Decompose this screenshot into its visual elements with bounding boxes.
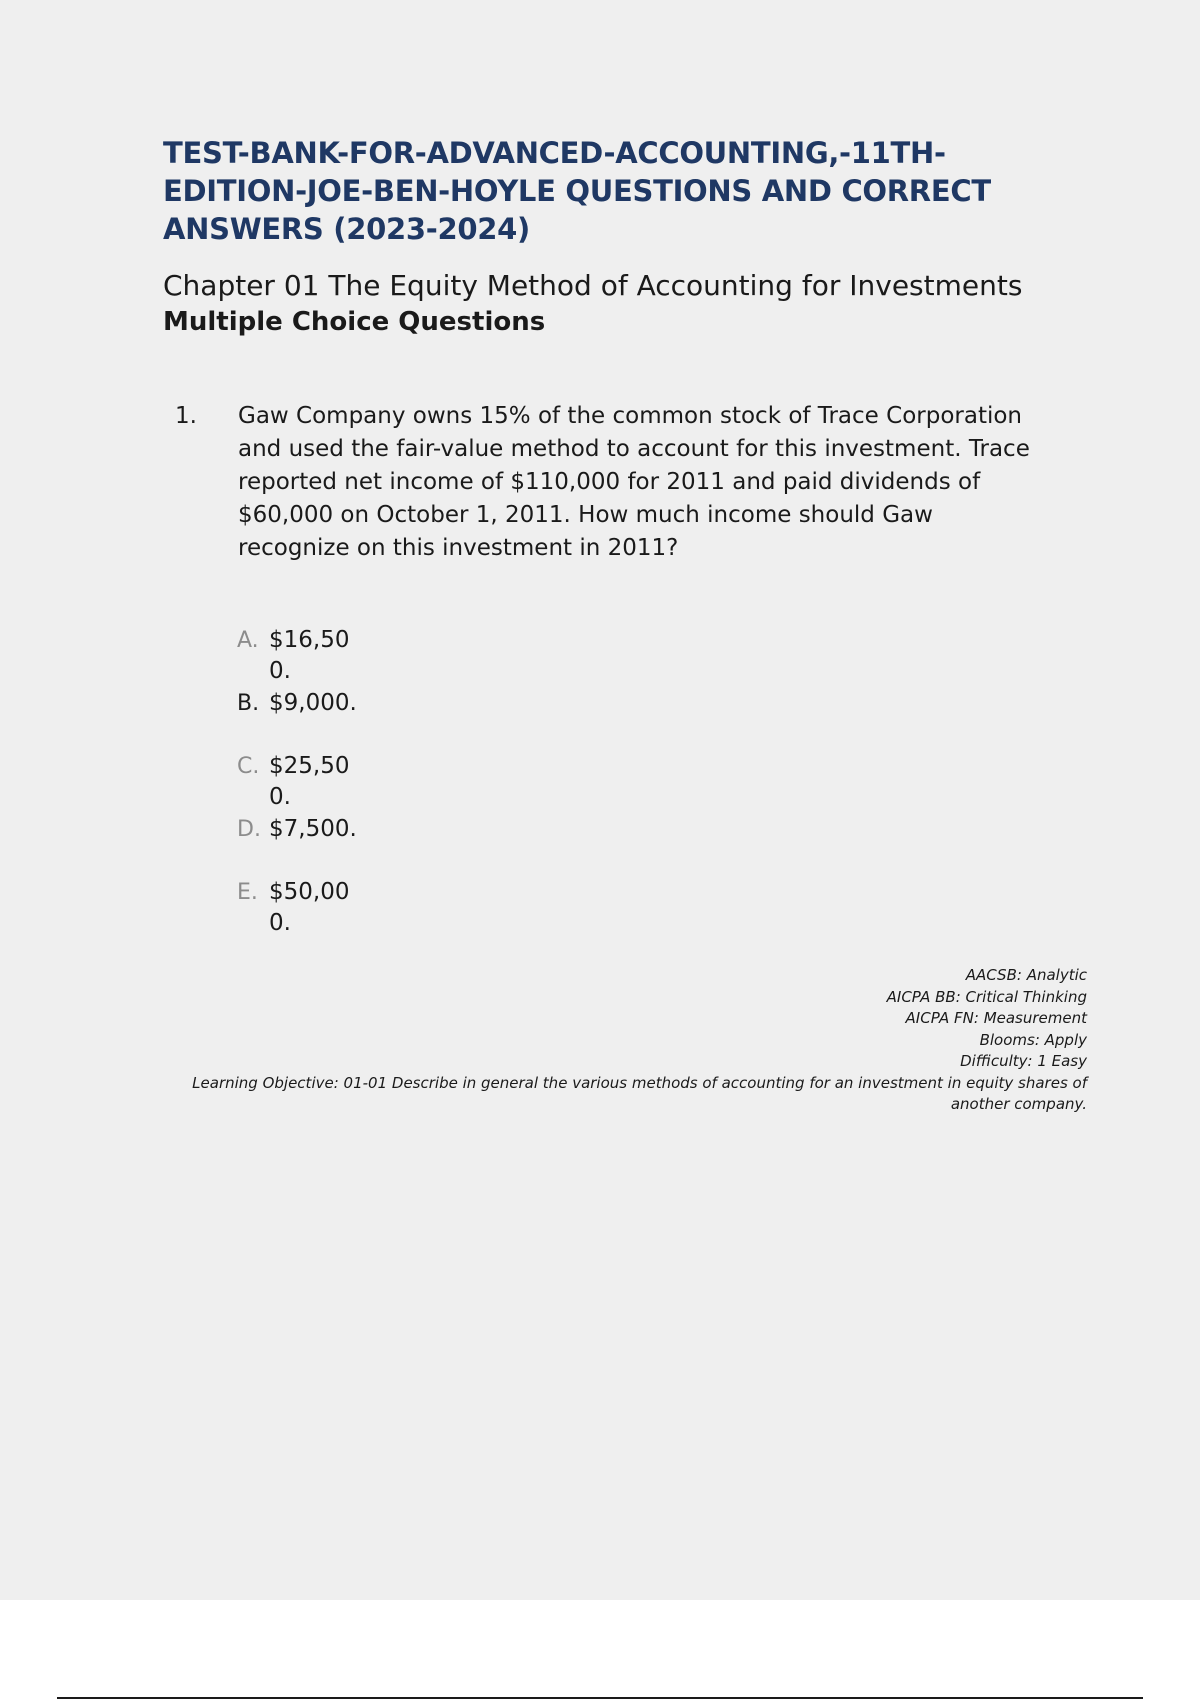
question-number: 1. bbox=[175, 403, 197, 429]
meta-blooms: Blooms: Apply bbox=[979, 1030, 1087, 1049]
choice-letter: D. bbox=[237, 817, 261, 842]
section-heading: Multiple Choice Questions bbox=[163, 307, 546, 337]
question-metadata bbox=[187, 965, 1087, 1116]
meta-aicpa-bb: AICPA BB: Critical Thinking bbox=[886, 987, 1087, 1006]
meta-difficulty: Difficulty: 1 Easy bbox=[960, 1052, 1087, 1070]
choice-value: $50,000. bbox=[269, 879, 350, 936]
meta-aicpa-fn: AICPA FN: Measurement bbox=[905, 1009, 1087, 1027]
choice-value: $7,500. bbox=[269, 816, 357, 842]
choice-value: $16,500. bbox=[269, 627, 350, 684]
meta-aacsb: AACSB: Analytic bbox=[965, 966, 1087, 984]
choice-value: $25,500. bbox=[269, 753, 350, 810]
choice-letter: A. bbox=[237, 628, 259, 653]
document-title: TEST-BANK-FOR-ADVANCED-ACCOUNTING,-11TH-EDITION-JOE-BEN-HOYLE QUESTIONS AND CORRECT ANSWERS (2023-2024) bbox=[163, 136, 991, 246]
choice-letter: E. bbox=[237, 880, 258, 905]
chapter-title: Chapter 01 The Equity Method of Accounting for Investments bbox=[163, 269, 1023, 302]
choice-value: $9,000. bbox=[269, 690, 357, 716]
question-text: Gaw Company owns 15% of the common stock of Trace Corporation and used the fair-value method to account for this investment. Trace reported net income of $110,000 for 2011 and paid dividends of $60,000 on October 1, 2011. How much income should Gaw recognize on this investment in 2011? bbox=[238, 403, 1030, 561]
choice-letter: C. bbox=[237, 754, 260, 779]
choice-letter-correct: B. bbox=[237, 691, 260, 716]
footer-divider bbox=[57, 1697, 1143, 1699]
meta-learning-objective: Learning Objective: 01-01 Describe in general the various methods of accounting for an investment in equity shares of another company. bbox=[192, 1073, 1087, 1113]
